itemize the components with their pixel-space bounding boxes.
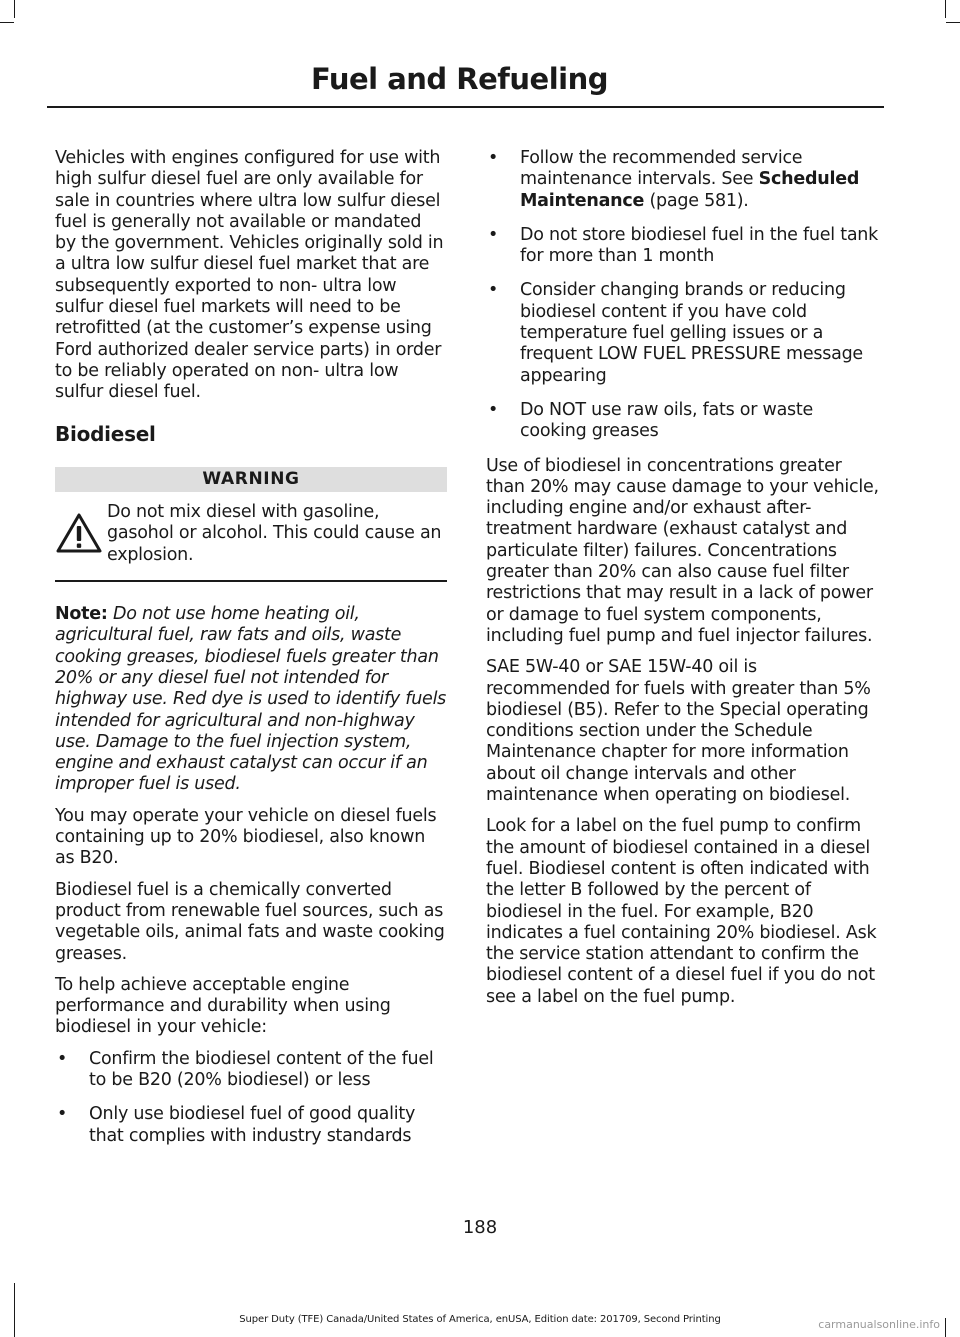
intro-paragraph: Vehicles with engines configured for use with high sulfur diesel fuel are only available for sale in countries where ultra low sulfur diesel fuel is generally not available or mandated by the government. Vehicles originally sold in a ultra low sulfur diesel fuel market that are subsequently exported to non- ultra low sulfur diesel fuel markets will need to be retrofitted (at the customer’s expense using Ford authorized dealer service parts) in order to be reliably operated on non- ultra low sulfur diesel fuel. xyxy=(55,148,444,403)
crop-mark-top-right-v xyxy=(945,0,946,18)
crop-mark-top-right-h xyxy=(946,22,960,23)
warning-box xyxy=(55,467,447,582)
crop-mark-top-left-v xyxy=(14,0,15,18)
note-text: Do not use home heating oil, agricultural fuel, raw fats and oils, waste cooking greases, biodiesel fuels greater than 20% or any diesel fuel not intended for highway use. Red dye is used to identify fuels intended for agricultural and non-highway use. Damage to the fuel injection system, engine and exhaust catalyst can occur if an improper fuel is used. xyxy=(55,604,447,795)
warning-triangle-icon xyxy=(55,512,103,554)
paragraph-biodiesel-definition: Biodiesel fuel is a chemically converted product from renewable fuel sources, such as vegetable oils, animal fats and waste cooking greases. xyxy=(55,879,445,964)
crop-mark-bottom-left-v xyxy=(14,1283,15,1337)
left-bullet-list xyxy=(55,1049,447,1147)
note xyxy=(55,604,447,796)
warning-body xyxy=(55,502,447,566)
list-item: • Do not store biodiesel fuel in the fuel tank for more than 1 month xyxy=(488,224,879,267)
right-column xyxy=(486,148,879,1018)
list-item: • Do NOT use raw oils, fats or waste cooking greases xyxy=(488,399,814,442)
paragraph-help-achieve: To help achieve acceptable engine performance and durability when using biodiesel in your vehicle: xyxy=(55,974,391,1038)
scheduled-maintenance-link[interactable]: Scheduled Maintenance xyxy=(520,169,860,211)
list-item: • Only use biodiesel fuel of good quality that complies with industry standards xyxy=(57,1104,416,1146)
paragraph-b20: You may operate your vehicle on diesel fuels containing up to 20% biodiesel, also known as B20. xyxy=(55,805,437,869)
header-rule xyxy=(47,106,884,108)
list-item: • Confirm the biodiesel content of the fuel to be B20 (20% biodiesel) or less xyxy=(57,1048,434,1090)
watermark: carmanualsonline.info xyxy=(818,1318,940,1331)
paragraph-concentrations: Use of biodiesel in concentrations greater than 20% may cause damage to your vehicle, including engine and/or exhaust after-treatment hardware (exhaust catalyst and particulate filter) failures. Concentrations greater than 20% can also cause fuel filter restrictions that may result in a lack of power or damage to fuel system components, including fuel pump and fuel injector failures. xyxy=(486,455,879,646)
warning-text: Do not mix diesel with gasoline, gasohol or alcohol. This could cause an explosion. xyxy=(107,502,442,565)
warning-rule xyxy=(55,580,447,582)
paragraph-label: Look for a label on the fuel pump to confirm the amount of biodiesel contained in a diesel fuel. Biodiesel content is often indicated with the letter B followed by the percent of biodiesel in the fuel. For example, B20 indicates a fuel containing 20% biodiesel. Ask the service station attendant to confirm the biodiesel content of a diesel fuel if you do not see a label on the fuel pump. xyxy=(486,816,877,1007)
crop-mark-top-left-h xyxy=(0,22,14,23)
paragraph-oil: SAE 5W-40 or SAE 15W-40 oil is recommended for fuels with greater than 5% biodiesel (B5). Refer to the Special operating conditions section under the Schedule Maintenance chapter for more information about oil change intervals and other maintenance when operating on biodiesel. xyxy=(486,657,871,806)
list-item: • Follow the recommended service maintenance intervals. See Scheduled Maintenance (page 581). xyxy=(488,148,860,211)
page-number: 188 xyxy=(462,1217,498,1238)
right-bullet-list xyxy=(486,148,879,443)
list-item: • Consider changing brands or reducing biodiesel content if you have cold temperature fuel gelling issues or a frequent LOW FUEL PRESSURE message appearing xyxy=(488,280,863,386)
page-title: Fuel and Refueling xyxy=(310,62,608,96)
section-heading: Biodiesel xyxy=(55,421,156,446)
footer-edition-text: Super Duty (TFE) Canada/United States of America, enUSA, Edition date: 201709, Second Printing xyxy=(239,1314,721,1325)
left-column xyxy=(55,148,447,1160)
warning-label: WARNING xyxy=(55,467,447,492)
note-label: Note: xyxy=(55,604,108,625)
